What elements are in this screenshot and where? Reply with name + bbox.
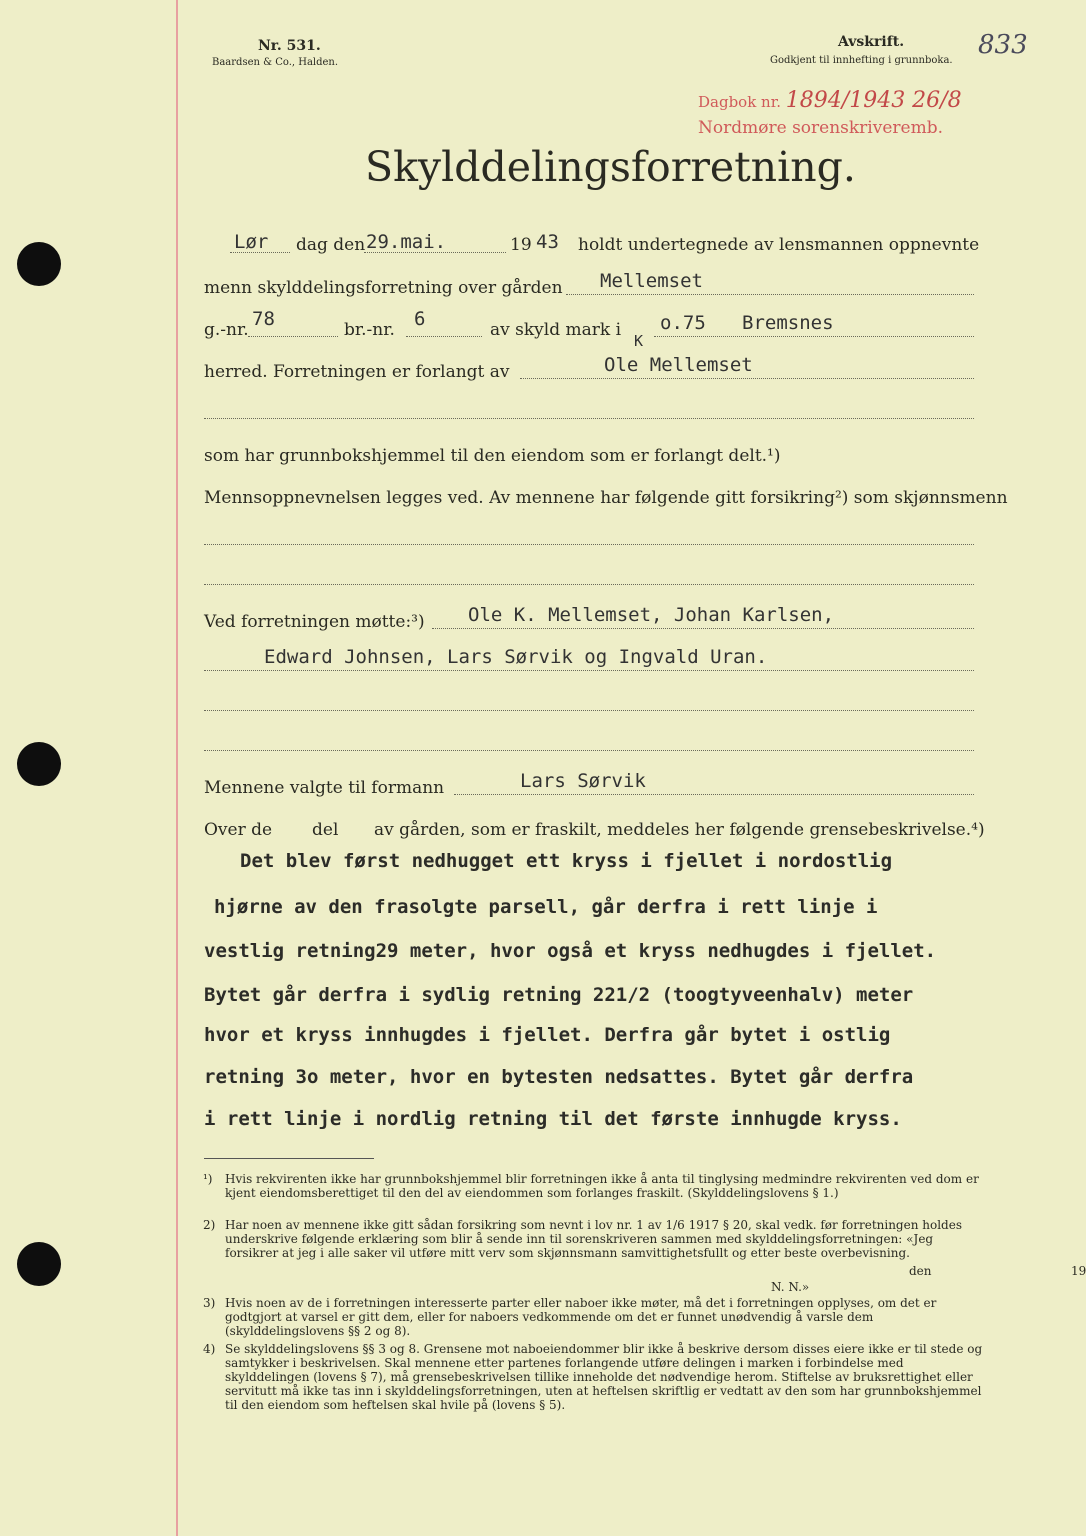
- footnote-rule: [204, 1158, 374, 1159]
- footnote-mark: ¹): [203, 1172, 213, 1186]
- dotted-line: [520, 378, 974, 379]
- boundary-intro-3: av gården, som er fraskilt, meddeles her følgende grensebeskrivelse.⁴): [374, 820, 985, 840]
- day-value: Lør: [234, 231, 269, 253]
- footnote-mark: 4): [203, 1342, 216, 1356]
- year-value: 43: [536, 231, 559, 253]
- page-number: 833: [978, 30, 1028, 60]
- description-line: i rett linje i nordlig retning til det første innhugde kryss.: [204, 1108, 902, 1130]
- bnr-value: 6: [414, 308, 426, 330]
- footnote-text: Se skylddelingslovens §§ 3 og 8. Grensene mot naboeiendommer blir ikke å beskrive dersom disses eiere ikke er til stede og samtykker i beskrivelsen. Skal mennene etter partenes forlangende utføre delingen i marken i forbindelse med skylddelingen (lovens § 7), må grensebeskrivelsen tillike inneholde det nødvendige herom. Stiftelse av bruksrettighet eller servitutt må ikke tas inn i skylddelingsforretningen, uten at heftelsen skriftlig er vedtatt av den som har grunnbokshjemmel til den eiendom som heftelsen skal hvile på (lovens § 5).: [225, 1342, 983, 1412]
- bnr-label: br.-nr.: [344, 320, 395, 340]
- document-title: Skylddelingsforretning.: [365, 143, 856, 191]
- dotted-line: [432, 628, 974, 629]
- dotted-line: [566, 294, 974, 295]
- day-suffix: dag den: [296, 235, 366, 255]
- dotted-line: [454, 794, 974, 795]
- description-line: hjørne av den frasolgte parsell, går derfra i rett linje i: [214, 896, 878, 918]
- footnote-mark: 3): [203, 1296, 216, 1310]
- skyld-unit: K: [634, 332, 644, 350]
- dotted-line: [654, 336, 974, 337]
- journal-number: 1894/1943 26/8: [785, 88, 962, 113]
- date-value: 29.mai.: [366, 231, 447, 253]
- boundary-intro-1: Over de: [204, 820, 273, 840]
- line1-text: holdt undertegnede av lensmannen oppnevnte: [578, 235, 980, 255]
- farm-label: menn skylddelingsforretning over gården: [204, 278, 563, 298]
- farm-value: Mellemset: [600, 270, 703, 292]
- chair-value: Lars Sørvik: [520, 770, 646, 792]
- footnote-text: Hvis rekvirenten ikke har grunnbokshjemmel blir forretningen ikke å anta til tinglysing medmindre rekvirenten ved dom er kjent eiendomsberettiget til den del av eiendommen som forlanges fraskilt. (Skylddelingslovens § 1.): [225, 1172, 979, 1200]
- footnote-text: Hvis noen av de i forretningen interesserte parter eller naboer ikke møter, må det i forretningen opplyses, om det er godtgjort at varsel er gitt dem, eller for naboers vedkommende om det er funnet unødvendig å varsle dem (skylddelingslovens §§ 2 og 8).: [225, 1296, 937, 1338]
- skyld-value: o.75: [660, 312, 706, 334]
- municipality-value: Bremsnes: [742, 312, 834, 334]
- margin-line: [176, 0, 178, 1536]
- year-prefix: 19: [510, 235, 532, 255]
- dotted-line: [204, 418, 974, 419]
- description-line: hvor et kryss innhugdes i fjellet. Derfra går bytet i ostlig: [204, 1024, 891, 1046]
- description-line: Det blev først nedhugget ett kryss i fjellet i nordostlig: [240, 850, 893, 872]
- present-value-2: Edward Johnsen, Lars Sørvik og Ingvald Uran.: [264, 646, 768, 668]
- form-number: Nr. 531.: [258, 38, 321, 54]
- printer-name: Baardsen & Co., Halden.: [212, 57, 339, 68]
- footnote-1: [203, 1172, 983, 1200]
- dotted-line: [248, 336, 338, 337]
- dotted-line: [204, 750, 974, 751]
- description-line: retning 3o meter, hvor en bytesten nedsattes. Bytet går derfra: [204, 1066, 914, 1088]
- journal-label: Dagbok nr.: [698, 93, 782, 111]
- dotted-line: [364, 252, 506, 253]
- footnote-text: Har noen av mennene ikke gitt sådan forsikring som nevnt i lov nr. 1 av 1/6 1917 § 20, skal vedk. før forretningen holdes underskrive følgende erklæring som blir å sende inn til sorenskriveren sammen med skylddelingsforretningen: «Jeg forsikrer at jeg i alle saker vil utføre mitt verv som skjønnsmann samvittighetsfullt og etter beste overbevisning.: [225, 1218, 962, 1260]
- dotted-line: [406, 336, 482, 337]
- ownership-text: som har grunnbokshjemmel til den eiendom som er forlangt delt.¹): [204, 446, 781, 466]
- requested-by-label: herred. Forretningen er forlangt av: [204, 362, 510, 382]
- journal-stamp: [698, 88, 962, 113]
- court-office-stamp: Nordmøre sorenskriveremb.: [698, 118, 944, 138]
- boundary-intro-2: del: [312, 820, 339, 840]
- present-value-1: Ole K. Mellemset, Johan Karlsen,: [468, 604, 835, 626]
- punch-hole: [17, 1242, 61, 1286]
- dotted-line: [230, 252, 290, 253]
- gnr-value: 78: [252, 308, 275, 330]
- dotted-line: [204, 544, 974, 545]
- approved-note: Godkjent til innhefting i grunnboka.: [770, 55, 953, 66]
- footnote-4: [203, 1342, 983, 1412]
- present-label: Ved forretningen møtte:³): [204, 612, 425, 632]
- footnote-2: [203, 1218, 1086, 1294]
- footnote-year: 19: [1071, 1264, 1086, 1278]
- punch-hole: [17, 742, 61, 786]
- skyld-label: av skyld mark i: [490, 320, 622, 340]
- dotted-line: [204, 670, 974, 671]
- punch-hole: [17, 242, 61, 286]
- copy-label: Avskrift.: [838, 34, 905, 50]
- footnote-signature: N. N.»: [771, 1280, 810, 1294]
- description-line: Bytet går derfra i sydlig retning 221/2 (toogtyveenhalv) meter: [204, 984, 914, 1006]
- dotted-line: [204, 710, 974, 711]
- chair-label: Mennene valgte til formann: [204, 778, 445, 798]
- dotted-line: [204, 584, 974, 585]
- footnote-mark: 2): [203, 1218, 216, 1232]
- description-line: vestlig retning29 meter, hvor også et kryss nedhugdes i fjellet.: [204, 940, 937, 962]
- footnote-den: den: [909, 1264, 932, 1278]
- footnote-3: [203, 1296, 983, 1338]
- gnr-label: g.-nr.: [204, 320, 249, 340]
- appointment-text: Mennsoppnevnelsen legges ved. Av mennene har følgende gitt forsikring²) som skjønnsmenn: [204, 488, 1008, 508]
- requested-by-value: Ole Mellemset: [604, 354, 753, 376]
